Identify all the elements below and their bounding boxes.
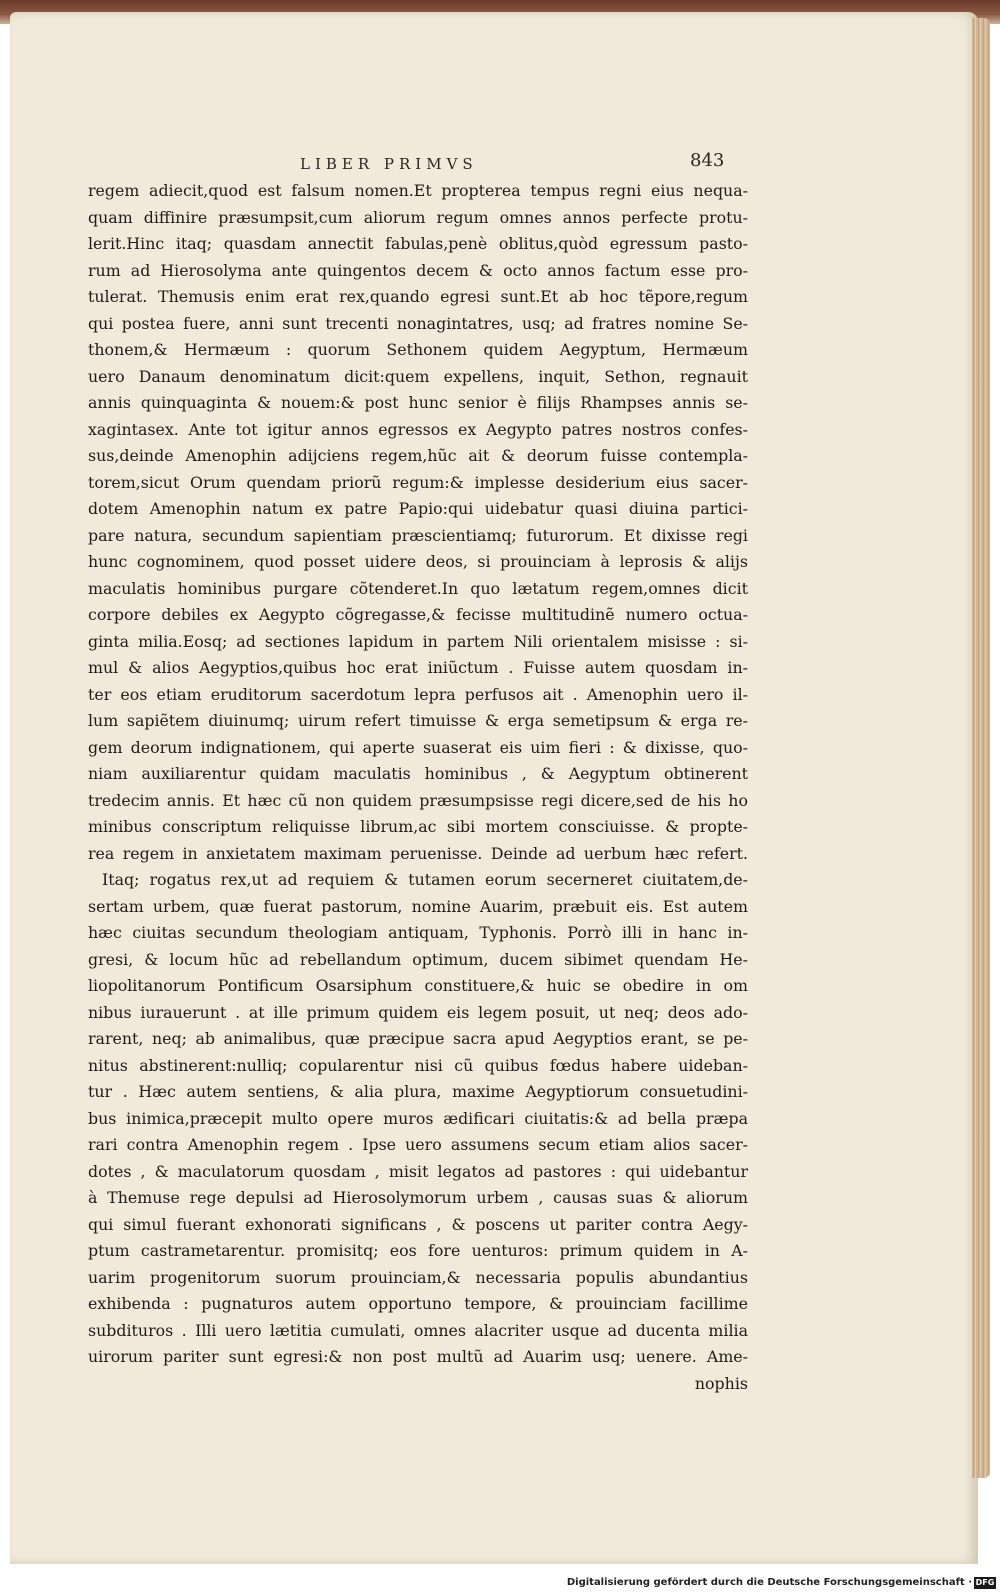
text-line: xagintasex. Ante tot igitur annos egressos ex Aegypto patres nostros confes- <box>88 419 748 439</box>
text-line: thonem,& Hermæum : quorum Sethonem quidem Aegyptum, Hermæum <box>88 340 748 359</box>
text-line: rari contra Amenophin regem . Ipse uero assumens secum etiam alios sacer- <box>88 1135 748 1154</box>
text-line: torem,sicut Orum quendam priorũ regum:& implesse desiderium eius sacer- <box>88 472 748 492</box>
text-line: uero Danaum denominatum dicit:quem expellens, inquit, Sethon, regnauit <box>88 366 748 386</box>
text-line: nitus abstinerent:nulliq; copularentur nisi cũ quibus fœdus habere uideban- <box>88 1055 748 1075</box>
text-line: gresi, & locum hũc ad rebellandum optimum, ducem sibimet quendam He- <box>88 949 748 969</box>
text-line: qui simul fuerant exhonorati significans , & poscens ut pariter contra Aegy- <box>88 1214 748 1234</box>
running-head: LIBER PRIMVS <box>300 155 478 173</box>
dfg-logo-icon: DFG <box>975 1578 995 1587</box>
text-line: rea regem in anxietatem maximam peruenisse. Deinde ad uerbum hæc refert. <box>88 843 748 863</box>
text-line: lum sapiẽtem diuinumq; uirum refert timuisse & erga semetipsum & erga re- <box>88 711 748 730</box>
funding-credit: Digitalisierung gefördert durch die Deutsche Forschungsgemeinschaft · <box>566 1577 972 1588</box>
page-number: 843 <box>690 150 725 171</box>
catchword: nophis <box>694 1373 748 1393</box>
text-line: tredecim annis. Et hæc cũ non quidem præsumpsisse regi dicere,sed de his ho <box>88 790 748 810</box>
body-text <box>88 178 748 1397</box>
text-line: niam auxiliarentur quidam maculatis hominibus , & Aegyptum obtinerent <box>88 764 748 783</box>
text-line: minibus conscriptum reliquisse librum,ac sibi mortem consciuisse. & propte- <box>88 817 748 836</box>
text-line: uarim progenitorum suorum prouinciam,& necessaria populis abundantius <box>88 1267 748 1287</box>
text-line: lerit.Hinc itaq; quasdam annectit fabulas,penè oblitus,quòd egressum pasto- <box>88 234 748 253</box>
text-line: dotes , & maculatorum quosdam , misit legatos ad pastores : qui uidebantur <box>88 1161 748 1181</box>
text-line: rum ad Hierosolyma ante quingentos decem & octo annos factum esse pro- <box>88 260 748 280</box>
text-line: nibus iurauerunt . at ille primum quidem eis legem posuit, ut neq; deos ado- <box>88 1002 748 1022</box>
text-line: hunc cognominem, quod posset uidere deos, si prouinciam à leprosis & alijs <box>88 552 748 571</box>
text-line: tur . Hæc autem sentiens, & alia plura, maxime Aegyptiorum consuetudini- <box>88 1082 748 1101</box>
text-line: uirorum pariter sunt egresi:& non post multũ ad Auarim usq; uenere. Ame- <box>88 1347 748 1366</box>
text-line: ginta milia.Eosq; ad sectiones lapidum in partem Nili orientalem misisse : si- <box>88 631 748 651</box>
text-line: quam diffinire præsumpsit,cum aliorum regum omnes annos perfecte protu- <box>88 207 748 227</box>
text-line: tulerat. Themusis enim erat rex,quando egresi sunt.Et ab hoc tẽpore,regum <box>88 287 748 306</box>
text-line: liopolitanorum Pontificum Osarsiphum constituere,& huic se obedire in om <box>88 976 748 995</box>
text-line: bus inimica,præcepit multo opere muros ædificari ciuitatis:& ad bella præpa <box>88 1108 748 1128</box>
text-line: mul & alios Aegyptios,quibus hoc erat iniũctum . Fuisse autem quosdam in- <box>88 658 748 677</box>
text-line: sertam urbem, quæ fuerat pastorum, nomine Auarim, præbuit eis. Est autem <box>88 896 748 916</box>
text-line: annis quinquaginta & nouem:& post hunc senior è filijs Rhampses annis se- <box>88 393 748 412</box>
page-fore-edge <box>972 18 990 1478</box>
text-line: pare natura, secundum sapientiam præscientiamq; futurorum. Et dixisse regi <box>88 525 748 545</box>
text-line: exhibenda : pugnaturos autem opportuno tempore, & prouinciam facillime <box>88 1294 748 1313</box>
text-line: subdituros . Illi uero lætitia cumulati, omnes alacriter usque ad ducenta milia <box>88 1320 748 1340</box>
text-line: gem deorum indignationem, qui aperte suaserat eis uim fieri : & dixisse, quo- <box>88 737 748 757</box>
text-line: corpore debiles ex Aegypto cõgregasse,& fecisse multitudinẽ numero octua- <box>88 605 748 624</box>
text-line: hæc ciuitas secundum theologiam antiquam, Typhonis. Porrò illi in hanc in- <box>88 923 748 942</box>
text-line: rarent, neq; ab animalibus, quæ præcipue sacra apud Aegyptios erant, se pe- <box>88 1029 748 1048</box>
text-line: Itaq; rogatus rex,ut ad requiem & tutamen eorum secerneret ciuitatem,de- <box>102 870 748 889</box>
text-line: ptum castrametarentur. promisitq; eos fore uenturos: primum quidem in A- <box>88 1241 748 1260</box>
text-line: dotem Amenophin natum ex patre Papio:qui uidebatur quasi diuina partici- <box>88 499 748 518</box>
text-line: sus,deinde Amenophin adijciens regem,hũc ait & deorum fuisse contempla- <box>88 446 748 465</box>
text-line: ter eos etiam eruditorum sacerdotum lepra perfusos ait . Amenophin uero il- <box>88 684 748 704</box>
text-line: qui postea fuere, anni sunt trecenti nonagintatres, usq; ad fratres nomine Se- <box>88 313 748 333</box>
text-line: à Themuse rege depulsi ad Hierosolymorum urbem , causas suas & aliorum <box>88 1188 748 1207</box>
text-line: regem adiecit,quod est falsum nomen.Et propterea tempus regni eius nequa- <box>88 181 748 200</box>
text-line: maculatis hominibus purgare cõtenderet.In quo lætatum regem,omnes dicit <box>88 578 748 598</box>
